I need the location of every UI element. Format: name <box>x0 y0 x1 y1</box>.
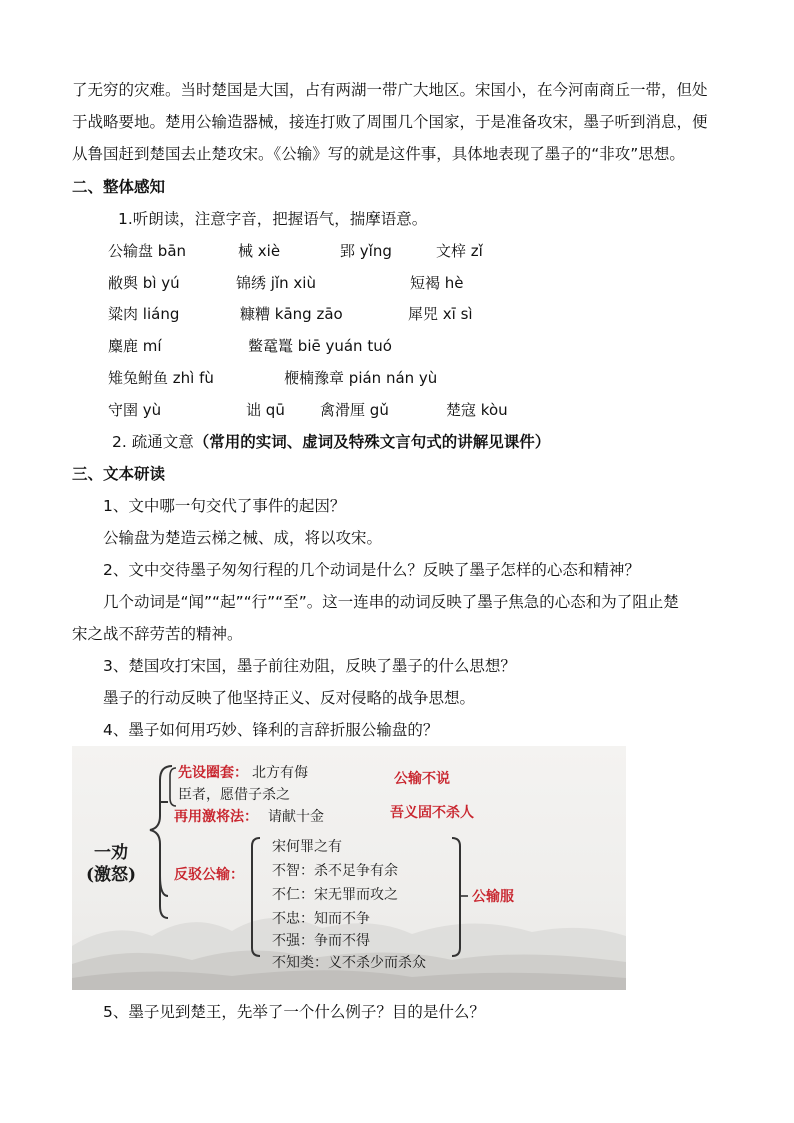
pinyin: gǔ <box>369 401 389 419</box>
pinyin: hè <box>444 274 464 292</box>
question-3: 3、楚国攻打宋国，墨子前往劝阻，反映了墨子的什么思想？ <box>103 657 516 675</box>
word: 楚寇 <box>446 401 477 419</box>
word: 械 <box>238 242 254 260</box>
pinyin: yù <box>142 401 162 419</box>
rebuttal-item: 不忠：知而不争 <box>272 911 370 927</box>
word: 公输盘 <box>108 242 154 260</box>
pinyin: zhì fù <box>172 369 214 387</box>
diagram-label-sub: (激怒) <box>86 865 137 885</box>
word: 锦绣 <box>236 274 267 292</box>
pinyin: liáng <box>142 305 180 323</box>
pinyin: zǐ <box>470 242 483 260</box>
word: 文梓 <box>436 242 467 260</box>
word: 糠糟 <box>240 305 271 323</box>
pinyin: kòu <box>480 401 508 419</box>
question-5: 5、墨子见到楚王，先举了一个什么例子？目的是什么？ <box>103 1003 485 1021</box>
word: 犀兕 <box>408 305 439 323</box>
pinyin: bì yú <box>142 274 180 292</box>
rebuttal-item: 不强：争而不得 <box>272 933 370 949</box>
rebuttal-item: 宋何罪之有 <box>272 839 342 855</box>
pinyin: kāng zāo <box>274 305 343 323</box>
rebuttal-item: 不智：杀不足争有余 <box>272 863 398 879</box>
section-heading-3: 三、文本研读 <box>72 465 166 483</box>
step-1-result: 公输不说 <box>394 771 450 787</box>
word: 敝舆 <box>108 274 139 292</box>
step-2-text: 请献十金 <box>268 809 324 825</box>
word: 麋鹿 <box>108 337 139 355</box>
section-heading-2: 二、整体感知 <box>72 178 166 196</box>
pinyin: yǐng <box>359 242 392 260</box>
intro-line-3: 从鲁国赶到楚国去止楚攻宋。《公输》写的就是这件事，具体地表现了墨子的“非攻”思想。 <box>72 145 685 163</box>
pinyin: qū <box>265 401 285 419</box>
word: 雉兔鲋鱼 <box>108 369 169 387</box>
rebuttal-item: 不仁：宋无罪而攻之 <box>272 887 398 903</box>
word: 短褐 <box>410 274 441 292</box>
question-4: 4、墨子如何用巧妙、锋利的言辞折服公输盘的？ <box>103 721 439 739</box>
item-1: 1.听朗读，注意字音，把握语气，揣摩语意。 <box>118 210 428 228</box>
item-2 <box>112 432 550 452</box>
word: 禽滑厘 <box>320 401 366 419</box>
argument-diagram <box>72 746 626 990</box>
step-2-result: 吾义固不杀人 <box>390 805 474 821</box>
step-3-label: 反驳公输： <box>174 867 244 883</box>
pinyin: xiè <box>257 242 281 260</box>
step-1-text-2: 臣者，愿借子杀之 <box>178 787 290 803</box>
answer-1: 公输盘为楚造云梯之械、成，将以攻宋。 <box>103 529 383 547</box>
rebuttal-item: 不知类：义不杀少而杀众 <box>272 955 426 971</box>
step-1-label: 先设圈套： <box>178 765 248 781</box>
item-2-note: （常用的实词、虚词及特殊文言句式的讲解见课件） <box>193 433 551 451</box>
step-2-label: 再用激将法： <box>174 809 258 825</box>
word: 郢 <box>340 242 356 260</box>
pinyin: jǐn xiù <box>270 274 316 292</box>
step-1-text: 北方有侮 <box>252 765 308 781</box>
pinyin: bān <box>157 242 187 260</box>
pinyin: mí <box>142 337 162 355</box>
word: 诎 <box>246 401 262 419</box>
answer-2-line-2: 宋之战不辞劳苦的精神。 <box>72 625 243 643</box>
intro-line-1: 了无穷的灾难。当时楚国是大国，占有两湖一带广大地区。宋国小，在今河南商丘一带，但处 <box>72 81 708 99</box>
intro-line-2: 于战略要地。楚用公输造器械，接连打败了周围几个国家，于是准备攻宋，墨子听到消息，便 <box>72 113 708 131</box>
pinyin: xī sì <box>442 305 473 323</box>
word: 鳖鼋鼍 <box>248 337 294 355</box>
question-1: 1、文中哪一句交代了事件的起因？ <box>103 497 346 515</box>
word: 守圉 <box>108 401 139 419</box>
pinyin: pián nán yù <box>348 369 438 387</box>
question-2: 2、文中交待墨子匆匆行程的几个动词是什么？反映了墨子怎样的心态和精神？ <box>103 561 640 579</box>
word: 粱肉 <box>108 305 139 323</box>
diagram-label-main: 一劝 <box>94 843 128 863</box>
step-3-result: 公输服 <box>472 889 514 905</box>
answer-2-line-1: 几个动词是“闻”“起”“行”“至”。这一连串的动词反映了墨子焦急的心态和为了阻止楚 <box>103 593 679 611</box>
answer-3: 墨子的行动反映了他坚持正义、反对侵略的战争思想。 <box>103 689 476 707</box>
pinyin: biē yuán tuó <box>297 337 392 355</box>
item-2-label: 2. 疏通文意 <box>112 433 194 451</box>
word: 楩楠豫章 <box>284 369 345 387</box>
